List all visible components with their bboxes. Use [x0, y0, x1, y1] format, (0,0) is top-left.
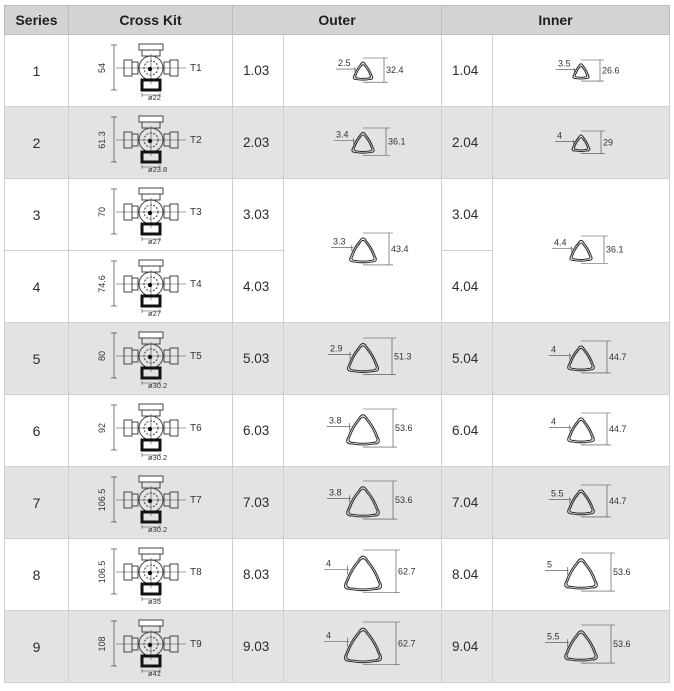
series-number: 6: [5, 395, 69, 467]
inner-height-label: 53.6: [613, 566, 631, 577]
inner-thickness-label: 4.4: [554, 237, 567, 247]
inner-thickness-label: 3.5: [558, 58, 571, 69]
series-number: 1: [5, 35, 69, 107]
kit-diameter-label: ø22: [147, 92, 161, 102]
header-cross-kit: Cross Kit: [69, 6, 233, 35]
inner-profile-cell: [493, 539, 670, 611]
series-number: 9: [5, 611, 69, 683]
outer-profile-diagram: [293, 614, 433, 680]
inner-height-label: 44.7: [609, 351, 627, 362]
outer-height-label: 62.7: [397, 565, 416, 576]
cross-kit-cell: [69, 179, 233, 251]
kit-diameter-label: ø27: [147, 236, 161, 246]
kit-diameter-label: ø41: [147, 668, 161, 678]
inner-profile-diagram: [511, 216, 651, 286]
outer-profile-diagram: [293, 542, 433, 608]
cross-kit-diagram: [86, 616, 216, 678]
kit-diameter-label: ø27: [147, 308, 161, 318]
outer-profile-diagram: [293, 326, 433, 392]
kit-code-label: T7: [189, 494, 202, 506]
inner-profile-diagram: [511, 542, 651, 608]
table-row: [5, 35, 670, 107]
outer-code: 2.03: [233, 107, 284, 179]
cross-kit-diagram: [86, 40, 216, 102]
inner-thickness-label: 5.5: [551, 488, 564, 499]
outer-profile-diagram: [293, 38, 433, 104]
header-inner: Inner: [442, 6, 670, 35]
outer-thickness-label: 4: [325, 630, 331, 640]
outer-height-label: 53.6: [394, 422, 413, 433]
series-number: 5: [5, 323, 69, 395]
series-number: 4: [5, 251, 69, 323]
cross-kit-diagram: [86, 184, 216, 246]
inner-code: 8.04: [442, 539, 493, 611]
inner-height-label: 53.6: [613, 638, 631, 649]
cross-kit-diagram: [86, 472, 216, 534]
outer-profile-cell: [284, 35, 442, 107]
cross-kit-diagram: [86, 256, 216, 318]
kit-diameter-label: ø35: [147, 596, 161, 606]
inner-profile-cell: [493, 467, 670, 539]
outer-profile-diagram: [293, 398, 433, 464]
outer-height-label: 36.1: [387, 136, 406, 147]
kit-code-label: T3: [189, 206, 202, 218]
cross-kit-cell: [69, 395, 233, 467]
outer-profile-cell: [284, 539, 442, 611]
header-series: Series: [5, 6, 69, 35]
inner-height-label: 36.1: [606, 244, 624, 255]
kit-height-label: 74.6: [96, 274, 107, 293]
outer-profile-cell: [284, 467, 442, 539]
outer-profile-diagram: [293, 470, 433, 536]
cross-kit-diagram: [86, 112, 216, 174]
outer-profile-diagram: [293, 216, 433, 286]
table-row: [5, 467, 670, 539]
kit-code-label: T2: [189, 134, 202, 146]
outer-height-label: 43.4: [390, 243, 409, 254]
profile-tube-table: [4, 5, 670, 683]
cross-kit-cell: [69, 611, 233, 683]
inner-code: 6.04: [442, 395, 493, 467]
outer-profile-cell: [284, 395, 442, 467]
header-outer: Outer: [233, 6, 442, 35]
outer-code: 1.03: [233, 35, 284, 107]
inner-code: 9.04: [442, 611, 493, 683]
inner-code: 3.04: [442, 179, 493, 251]
inner-profile-diagram: [511, 110, 651, 176]
inner-profile-cell: [493, 323, 670, 395]
series-number: 2: [5, 107, 69, 179]
cross-kit-cell: [69, 539, 233, 611]
inner-code: 2.04: [442, 107, 493, 179]
inner-code: 4.04: [442, 251, 493, 323]
table-row: [5, 107, 670, 179]
cross-kit-cell: [69, 107, 233, 179]
header-row: [5, 6, 670, 35]
inner-profile-diagram: [511, 614, 651, 680]
outer-code: 9.03: [233, 611, 284, 683]
kit-diameter-label: ø30.2: [147, 452, 167, 462]
inner-profile-cell: [493, 611, 670, 683]
inner-profile-cell: [493, 107, 670, 179]
outer-profile-diagram: [293, 110, 433, 176]
outer-code: 3.03: [233, 179, 284, 251]
kit-height-label: 106.5: [96, 488, 107, 511]
inner-height-label: 29: [603, 136, 614, 147]
outer-code: 6.03: [233, 395, 284, 467]
outer-code: 7.03: [233, 467, 284, 539]
cross-kit-diagram: [86, 400, 216, 462]
kit-height-label: 80: [96, 350, 107, 361]
table-row: [5, 611, 670, 683]
kit-code-label: T9: [189, 638, 202, 650]
outer-profile-cell: [284, 323, 442, 395]
cross-kit-diagram: [86, 544, 216, 606]
cross-kit-cell: [69, 251, 233, 323]
table-row: [5, 539, 670, 611]
cross-kit-cell: [69, 467, 233, 539]
outer-thickness-label: 4: [325, 558, 331, 568]
inner-profile-diagram: [511, 38, 651, 104]
inner-profile-diagram: [511, 470, 651, 536]
table-row: [5, 395, 670, 467]
outer-code: 4.03: [233, 251, 284, 323]
outer-profile-cell: [284, 179, 442, 323]
inner-profile-cell: [493, 395, 670, 467]
outer-height-label: 51.3: [393, 350, 412, 361]
inner-code: 7.04: [442, 467, 493, 539]
inner-height-label: 26.6: [602, 65, 620, 76]
kit-code-label: T8: [189, 566, 202, 578]
outer-code: 5.03: [233, 323, 284, 395]
outer-height-label: 32.4: [385, 64, 404, 75]
kit-diameter-label: ø30.2: [147, 524, 167, 534]
kit-height-label: 70: [96, 206, 107, 217]
outer-height-label: 53.6: [394, 494, 413, 505]
inner-code: 1.04: [442, 35, 493, 107]
kit-height-label: 61.3: [96, 130, 107, 149]
inner-profile-diagram: [511, 326, 651, 392]
kit-diameter-label: ø30.2: [147, 380, 167, 390]
kit-height-label: 108: [96, 635, 107, 652]
outer-thickness-label: 2.9: [329, 343, 343, 354]
outer-thickness-label: 3.4: [335, 129, 349, 139]
inner-thickness-label: 4: [551, 344, 557, 355]
kit-code-label: T6: [189, 422, 202, 434]
kit-height-label: 54: [96, 62, 107, 73]
inner-profile-cell: [493, 179, 670, 323]
cross-kit-cell: [69, 323, 233, 395]
kit-code-label: T4: [189, 278, 202, 290]
outer-thickness-label: 3.8: [328, 486, 342, 497]
outer-thickness-label: 3.3: [332, 236, 346, 247]
inner-profile-diagram: [511, 398, 651, 464]
cross-kit-cell: [69, 35, 233, 107]
inner-height-label: 44.7: [609, 495, 627, 506]
table-row: [5, 323, 670, 395]
outer-height-label: 62.7: [397, 637, 416, 648]
outer-thickness-label: 3.8: [328, 414, 342, 425]
outer-code: 8.03: [233, 539, 284, 611]
kit-diameter-label: ø23.8: [147, 164, 167, 174]
outer-profile-cell: [284, 107, 442, 179]
inner-thickness-label: 4: [557, 129, 563, 140]
kit-height-label: 106.5: [96, 560, 107, 583]
outer-profile-cell: [284, 611, 442, 683]
inner-height-label: 44.7: [609, 423, 627, 434]
cross-kit-diagram: [86, 328, 216, 390]
series-number: 8: [5, 539, 69, 611]
kit-code-label: T5: [189, 350, 202, 362]
series-number: 3: [5, 179, 69, 251]
inner-thickness-label: 4: [551, 416, 557, 427]
inner-thickness-label: 5.5: [547, 630, 560, 641]
table-row: [5, 179, 670, 251]
kit-height-label: 92: [96, 422, 107, 433]
outer-thickness-label: 2.5: [337, 57, 351, 68]
kit-code-label: T1: [189, 62, 202, 74]
inner-thickness-label: 5: [547, 558, 553, 569]
inner-profile-cell: [493, 35, 670, 107]
inner-code: 5.04: [442, 323, 493, 395]
series-number: 7: [5, 467, 69, 539]
